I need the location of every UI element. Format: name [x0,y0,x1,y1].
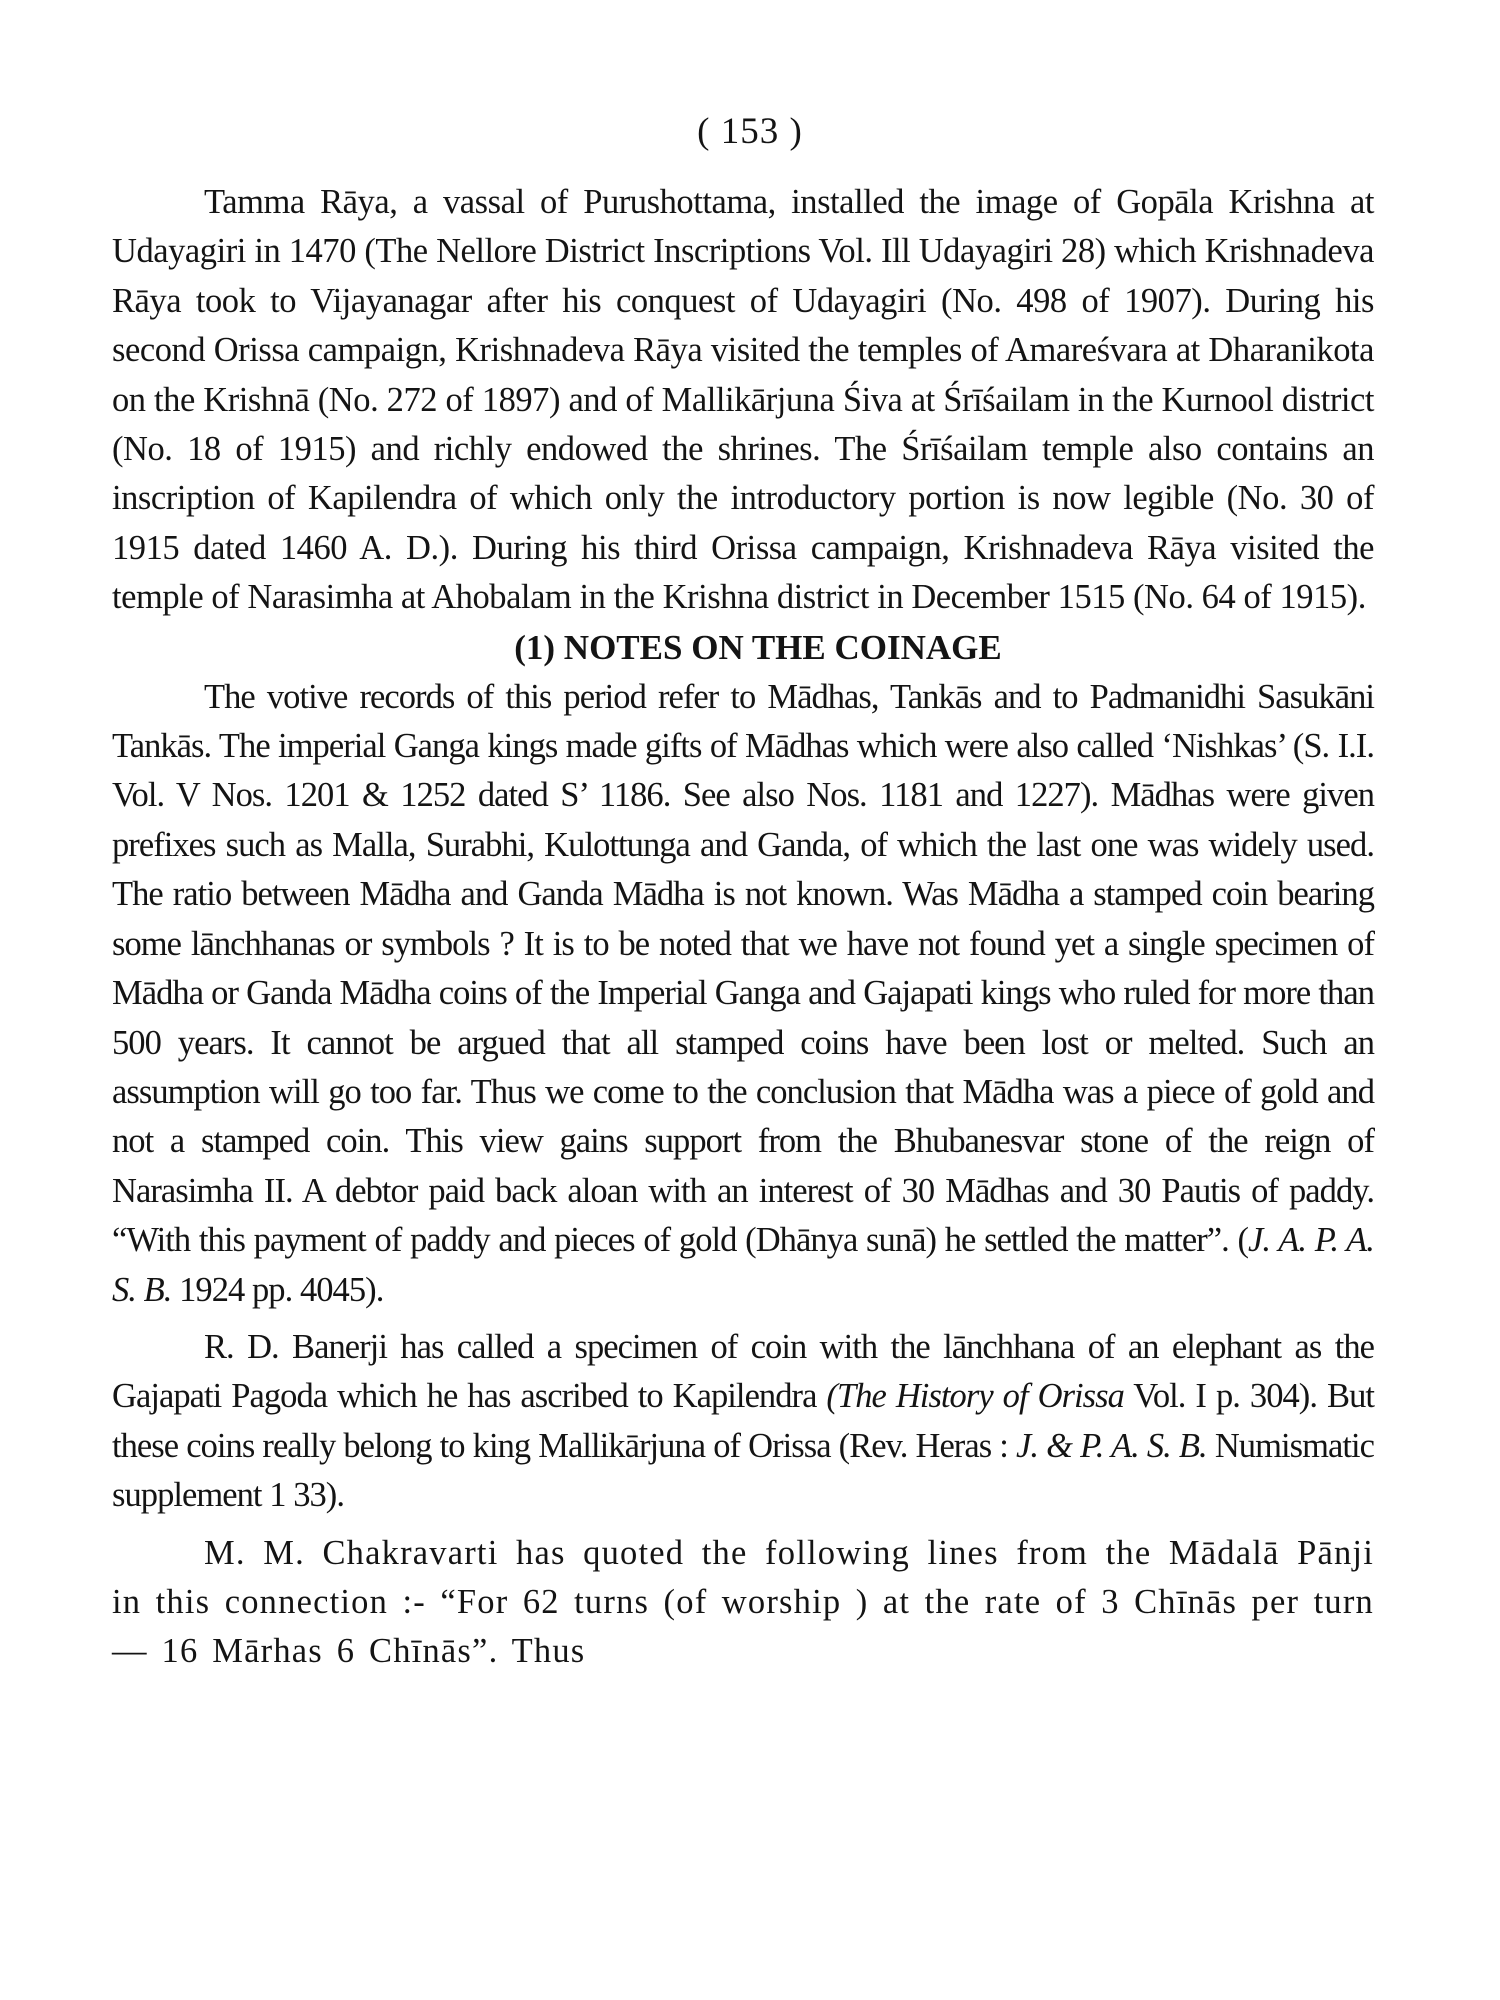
journal-citation: J. A. P. A. S. B. [112,1221,1374,1309]
page-number: ( 153 ) [697,111,803,152]
chakravarti-paragraph: M. M. Chakravarti has quoted the following lines from the Mādalā Pānji in this connection :- “For 62 turns (of worship ) at the rate of 3 Chīnās per turn— 16 Mārhas 6 Chīnās”. Thus [112,1533,1374,1671]
journal-citation-2: J. & P. A. S. B. [1016,1426,1207,1465]
coinage-paragraph-end: 1924 pp. 4045). [171,1270,384,1309]
book-citation: (The History of Orissa [826,1377,1124,1416]
banerji-paragraph-text: R. D. Banerji has called a specimen of coin with the lānchhana of an elephant as the Gajapati Pagoda which he has ascribed to Kapilendra [112,1327,1374,1416]
banerji-paragraph-end: Numismatic supplement 1 33). [112,1426,1374,1515]
section-heading: (1) NOTES ON THE COINAGE [514,627,1002,667]
page-body [112,178,1374,1677]
intro-paragraph: Tamma Rāya, a vassal of Purushottama, installed the image of Gopāla Krishna at Udayagiri in 1470 (The Nellore District Inscriptions Vol. Ill Udayagiri 28) which Krishnadeva Rāya took to Vijayanagar after his conquest of Udayagiri (No. 498 of 1907). During his second Orissa campaign, Krishnadeva Rāya visited the temples of Amareśvara at Dharanikota on the Krishnā (No. 272 of 1897) and of Mallikārjuna Śiva at Śrīśailam in the Kurnool district (No. 18 of 1915) and richly endowed the shrines. The Śrīśailam temple also contains an inscription of Kapilendra of which only the introductory portion is now legible (No. 30 of 1915 dated 1460 A. D.). During his third Orissa campaign, Krishnadeva Rāya visited the temple of Narasimha at Ahobalam in the Krishna district in December 1515 (No. 64 of 1915). [112,183,1374,617]
banerji-paragraph [112,1323,1374,1521]
coinage-paragraph [112,673,1374,1315]
banerji-paragraph-middle: Vol. I p. 304). But these coins really belong to king Mallikārjuna of Orissa (Rev. Heras : [112,1377,1374,1465]
coinage-paragraph-text: The votive records of this period refer to Mādhas, Tankās and to Padmanidhi Sasukāni Tankās. The imperial Ganga kings made gifts of Mādhas which were also called ‘Nishkas’ (S. I.I. Vol. V Nos. 1201 & 1252 dated S’ 1186. See also Nos. 1181 and 1227). Mādhas were given prefixes such as Malla, Surabhi, Kulottunga and Ganda, of which the last one was widely used. The ratio between Mādha and Ganda Mādha is not known. Was Mādha a stamped coin bearing some lānchhanas or symbols ? It is to be noted that we have not found yet a single specimen of Mādha or Ganda Mādha coins of the Imperial Ganga and Gajapati kings who ruled for more than 500 years. It cannot be argued that all stamped coins have been lost or melted. Such an assumption will go too far. Thus we come to the conclusion that Mādha was a piece of gold and not a stamped coin. This view gains support from the Bhubanesvar stone of the reign of Narasimha II. A debtor paid back aloan with an interest of 30 Mādhas and 30 Pautis of paddy. “With this payment of paddy and pieces of gold (Dhānya sunā) he settled the matter”. ( [112,677,1374,1260]
